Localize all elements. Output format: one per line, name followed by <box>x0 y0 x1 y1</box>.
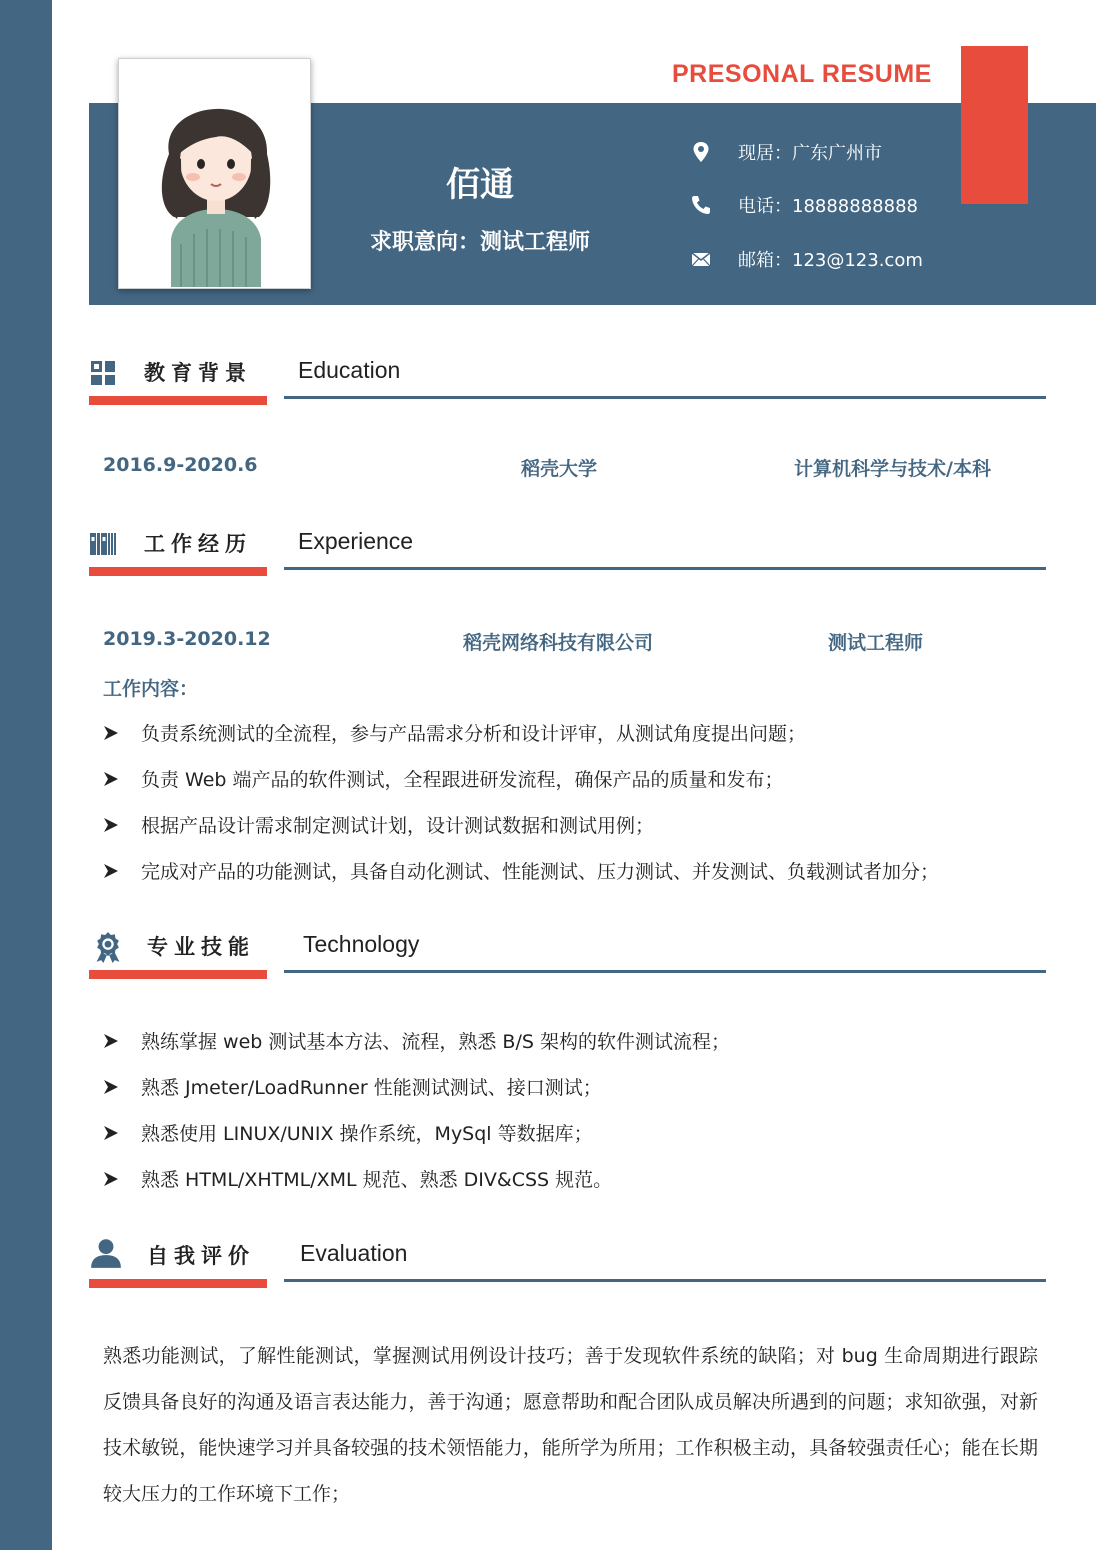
email-text: 邮箱：123@123.com <box>738 250 923 271</box>
section-red-underline <box>89 396 267 405</box>
list-item-text: 负责 Web 端产品的软件测试，全程跟进研发流程，确保产品的质量和发布； <box>141 769 784 791</box>
arrowhead-bullet-icon <box>103 1032 119 1050</box>
envelope-icon <box>690 248 712 270</box>
experience-company: 稻壳网络科技有限公司 <box>463 632 654 654</box>
section-header-technology <box>89 931 1046 981</box>
avatar-photo <box>118 58 311 289</box>
list-item-text: 完成对产品的功能测试，具备自动化测试、性能测试、压力测试、并发测试、负载测试者加分； <box>141 861 940 883</box>
list-item-text: 熟练掌握 web 测试基本方法、流程，熟悉 B/S 架构的软件测试流程； <box>141 1031 730 1053</box>
section-red-underline <box>89 970 267 979</box>
list-item <box>103 1074 1053 1120</box>
list-item <box>103 858 1053 904</box>
list-item <box>103 766 1053 812</box>
education-entry <box>103 454 1033 482</box>
phone-text: 电话：18888888888 <box>738 196 918 217</box>
section-title-en: Experience <box>298 528 414 554</box>
section-title-en: Evaluation <box>300 1240 408 1266</box>
arrowhead-bullet-icon <box>103 1078 119 1096</box>
arrowhead-bullet-icon <box>103 1124 119 1142</box>
avatar-illustration <box>119 59 312 290</box>
arrowhead-bullet-icon <box>103 862 119 880</box>
section-red-underline <box>89 1279 267 1288</box>
location-text: 现居：广东广州市 <box>738 143 882 164</box>
left-accent-bar <box>0 0 52 1550</box>
section-blue-rule <box>284 970 1046 973</box>
skills-list <box>103 1028 1053 1212</box>
section-header-evaluation <box>89 1240 1046 1290</box>
section-header-education <box>89 357 1046 407</box>
red-accent-block <box>961 46 1028 204</box>
experience-period: 2019.3-2020.12 <box>103 628 271 650</box>
section-blue-rule <box>284 396 1046 399</box>
education-school: 稻壳大学 <box>521 458 598 480</box>
list-item-text: 熟悉使用 LINUX/UNIX 操作系统，MySql 等数据库； <box>141 1123 593 1145</box>
contact-phone <box>690 191 918 219</box>
award-ribbon-icon <box>92 931 124 963</box>
phone-icon <box>690 194 712 216</box>
education-major: 计算机科学与技术/本科 <box>794 458 991 480</box>
arrowhead-bullet-icon <box>103 770 119 788</box>
list-item <box>103 812 1053 858</box>
section-title-cn: 教育背景 <box>144 361 252 385</box>
section-header-experience <box>89 528 1046 578</box>
experience-entry <box>103 628 1033 656</box>
list-item <box>103 1166 1053 1212</box>
section-blue-rule <box>284 1279 1046 1282</box>
list-item-text: 熟悉 Jmeter/LoadRunner 性能测试测试、接口测试； <box>141 1077 602 1099</box>
job-intent: 求职意向：测试工程师 <box>369 230 590 255</box>
list-item <box>103 1028 1053 1074</box>
list-item-text: 负责系统测试的全流程，参与产品需求分析和设计评审，从测试角度提出问题； <box>141 723 807 745</box>
list-item <box>103 1120 1053 1166</box>
list-item-text: 熟悉 HTML/XHTML/XML 规范、熟悉 DIV&CSS 规范。 <box>141 1169 613 1191</box>
contact-location <box>690 138 882 166</box>
section-title-cn: 专业技能 <box>147 935 255 959</box>
candidate-name: 佰通 <box>446 165 514 205</box>
arrowhead-bullet-icon <box>103 1170 119 1188</box>
self-evaluation-text: 熟悉功能测试，了解性能测试，掌握测试用例设计技巧；善于发现软件系统的缺陷；对 bug 生命周期进行跟踪反馈具备良好的沟通及语言表达能力，善于沟通；愿意帮助和配合团队成员解决所遇到的问题；求知欲强，对新技术敏锐，能快速学习并具备较强的技术领悟能力，能所学为所用；工作积极主动，具备较强责任心；能在长期较大压力的工作环境下工作； <box>103 1345 1038 1505</box>
section-title-en: Education <box>298 357 401 383</box>
resume-title: PRESONAL RESUME <box>672 60 932 88</box>
books-icon <box>89 530 117 558</box>
user-icon <box>89 1238 123 1268</box>
grid-icon <box>89 359 117 387</box>
arrowhead-bullet-icon <box>103 724 119 742</box>
section-red-underline <box>89 567 267 576</box>
section-title-cn: 工作经历 <box>144 532 252 556</box>
location-pin-icon <box>690 141 712 163</box>
arrowhead-bullet-icon <box>103 816 119 834</box>
list-item <box>103 720 1053 766</box>
section-blue-rule <box>284 567 1046 570</box>
section-title-cn: 自我评价 <box>147 1244 255 1268</box>
list-item-text: 根据产品设计需求制定测试计划，设计测试数据和测试用例； <box>141 815 655 837</box>
experience-duties-list <box>103 720 1053 904</box>
work-content-label: 工作内容： <box>103 678 199 700</box>
contact-email <box>690 245 923 273</box>
education-period: 2016.9-2020.6 <box>103 454 258 476</box>
section-title-en: Technology <box>303 931 420 957</box>
experience-position: 测试工程师 <box>828 632 924 654</box>
